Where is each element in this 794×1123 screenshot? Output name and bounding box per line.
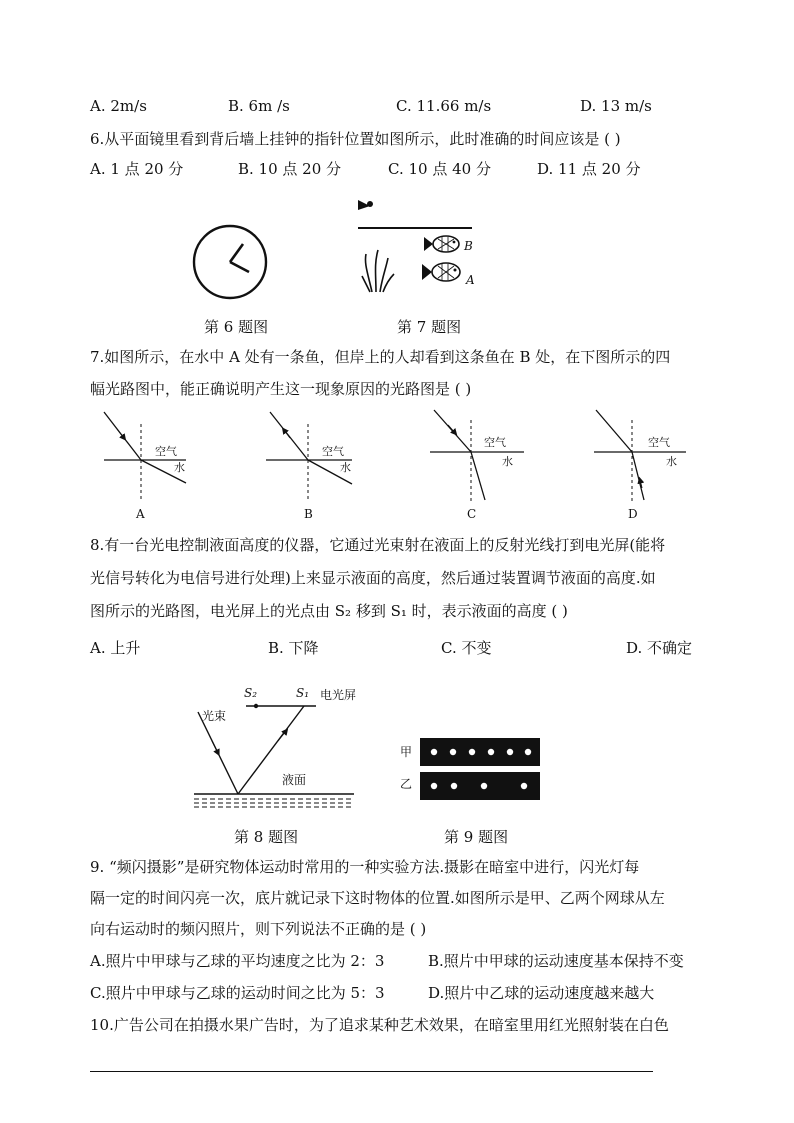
fish-b-label: B [464,239,473,253]
q9-option-a: A.照片中甲球与乙球的平均速度之比为 2：3 [90,952,385,970]
q5-option-c: C. 11.66 m/s [396,97,492,115]
q10-line1: 10.广告公司在拍摄水果广告时，为了追求某种艺术效果，在暗室里用红光照射装在白色 [90,1016,669,1034]
q9-caption: 第 9 题图 [444,828,509,846]
q6-option-d: D. 11 点 20 分 [537,160,641,178]
q9-option-b: B.照片中甲球的运动速度基本保持不变 [428,952,684,970]
q8-line1: 8.有一台光电控制液面高度的仪器，它通过光束射在液面上的反射光线打到电光屏(能将 [90,536,666,554]
fish-a-icon [422,263,460,281]
diagram-d-letter: D [628,507,638,520]
q9-line2: 隔一定的时间闪亮一次，底片就记录下这时物体的位置.如图所示是甲、乙两个网球从左 [90,889,665,907]
q9-option-c: C.照片中甲球与乙球的运动时间之比为 5：3 [90,984,385,1002]
screen-label: 电光屏 [320,688,357,702]
q6-option-a: A. 1 点 20 分 [90,160,184,178]
diagram-a-air: 空气 [155,445,177,458]
diagram-d [594,410,686,520]
q8-line3: 图所示的光路图，电光屏上的光点由 S₂ 移到 S₁ 时，表示液面的高度 ( ) [90,602,568,620]
diagram-c-air: 空气 [484,436,506,449]
jia-label: 甲 [400,745,413,759]
fish-a-label: A [466,273,475,287]
diagram-b-air: 空气 [322,445,344,458]
yi-label: 乙 [400,777,413,791]
q6-option-b: B. 10 点 20 分 [238,160,342,178]
q7-caption: 第 7 题图 [397,318,462,336]
q7-stem-line2: 幅光路图中，能正确说明产生这一现象原因的光路图是 ( ) [90,380,472,398]
q9-line3: 向右运动时的频闪照片，则下列说法不正确的是 ( ) [90,920,427,938]
fish-b-icon [424,236,459,252]
diagram-d-air: 空气 [648,436,670,449]
q9-line1: 9. “频闪摄影”是研究物体运动时常用的一种实验方法.摄影在暗室中进行，闪光灯每 [90,858,640,876]
s1-label: S₁ [296,686,310,700]
footer-rule [90,1071,653,1072]
q7-stem-line1: 7.如图所示，在水中 A 处有一条鱼，但岸上的人却看到这条鱼在 B 处，在下图所示的四 [90,348,671,366]
diagram-a-letter: A [136,507,145,520]
diagram-c-letter: C [467,507,477,520]
beam-label: 光束 [202,709,227,723]
q8-option-b: B. 下降 [268,639,319,657]
fish-figure [350,192,490,300]
clock-figure [188,220,272,304]
q9-option-d: D.照片中乙球的运动速度越来越大 [428,984,655,1002]
diagram-b-letter: B [304,507,313,520]
diagram-b-water: 水 [340,461,351,474]
q8-line2: 光信号转化为电信号进行处理)上来显示液面的高度，然后通过装置调节液面的高度.如 [90,569,656,587]
diagram-c [430,410,524,520]
grass-icon [362,250,394,292]
liquid-label: 液面 [282,773,307,787]
q8-caption: 第 8 题图 [234,828,299,846]
diagram-c-water: 水 [502,455,513,468]
jia-strip [420,738,540,766]
q5-option-a: A. 2m/s [90,97,147,115]
q8-option-a: A. 上升 [90,639,141,657]
q8-option-c: C. 不变 [441,639,492,657]
diagram-a [104,412,186,520]
q5-option-d: D. 13 m/s [580,97,652,115]
q5-option-b: B. 6m /s [228,97,290,115]
s2-label: S₂ [244,686,258,700]
liquid-level-figure [190,684,380,808]
light-path-diagrams [100,408,720,520]
diagram-a-water: 水 [174,461,185,474]
clock-minute-hand [230,244,243,262]
diagram-b [266,412,352,520]
q6-caption: 第 6 题图 [204,318,269,336]
diagram-d-water: 水 [666,455,677,468]
q6-stem: 6.从平面镜里看到背后墙上挂钟的指针位置如图所示，此时准确的时间应该是 ( ) [90,130,621,148]
q6-option-c: C. 10 点 40 分 [388,160,491,178]
clock-hour-hand [230,262,249,272]
strobe-photo-figure [398,736,544,802]
q8-option-d: D. 不确定 [626,639,693,657]
